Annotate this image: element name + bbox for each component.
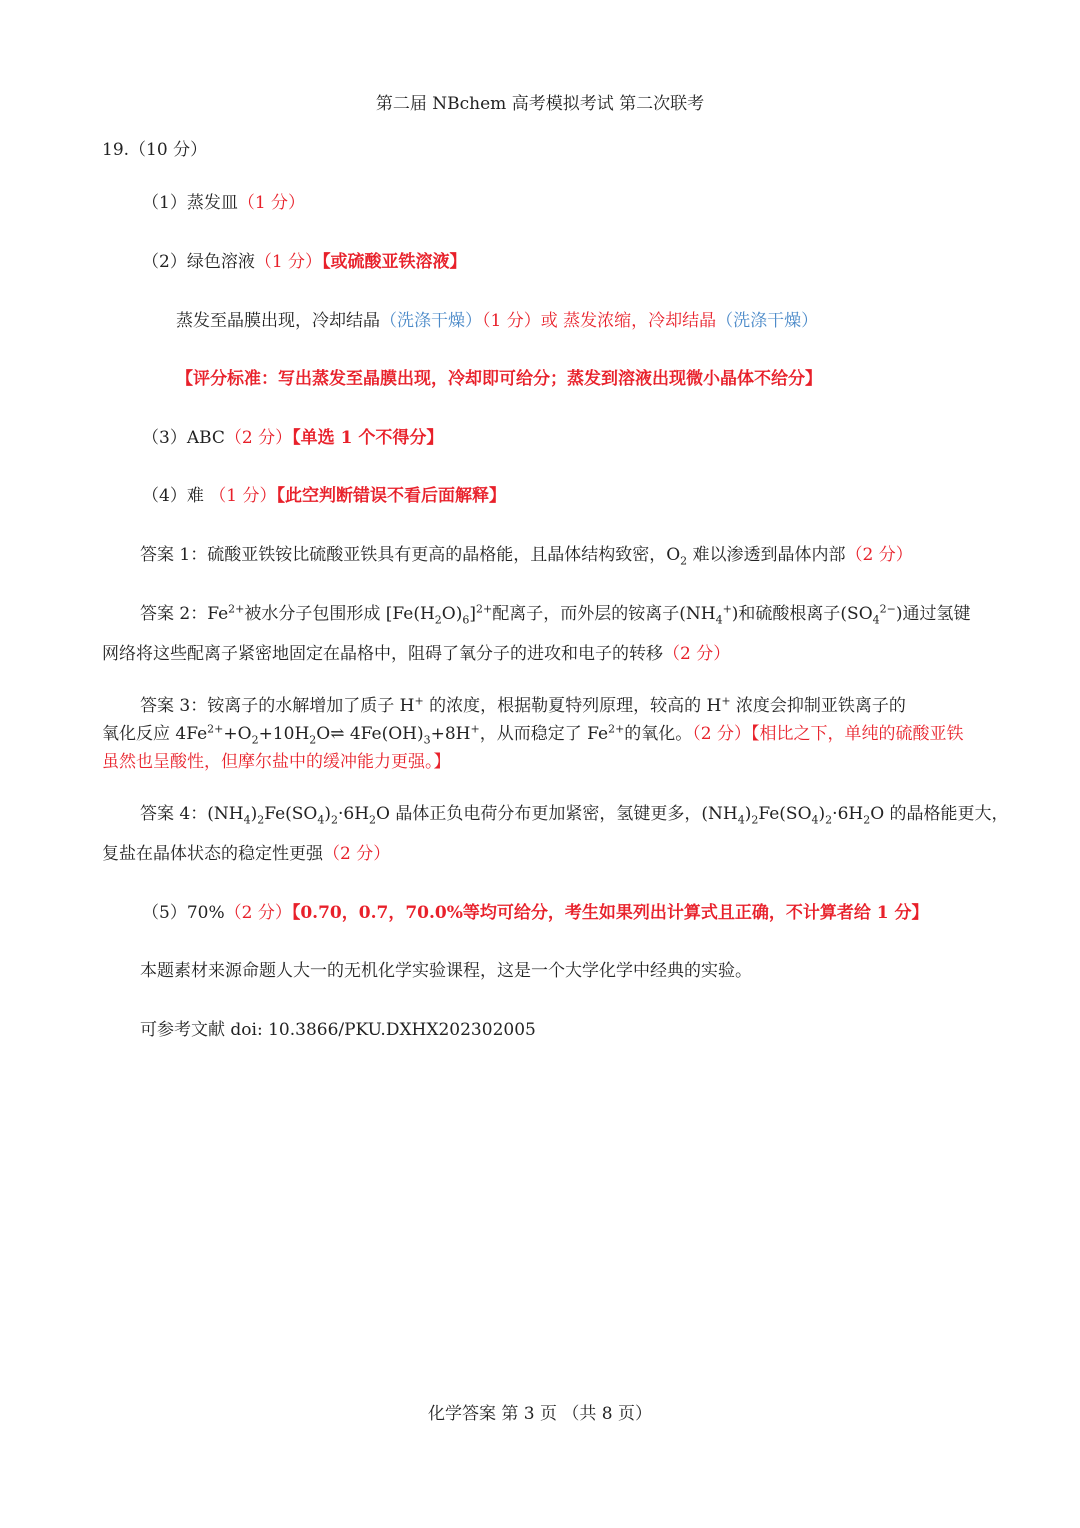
answer-2-line2-text: 网络将这些配离子紧密地固定在晶格中，阻碍了氧分子的进攻和电子的转移: [102, 644, 663, 664]
answer-2-t3: O): [441, 604, 463, 624]
reference: [140, 1018, 536, 1042]
answer-1: [140, 543, 913, 567]
part-3-score: （2 分）: [224, 428, 293, 448]
answer-2-sup3: +: [722, 602, 732, 616]
answer-2-score: （2 分）: [663, 644, 731, 664]
answer-3-sup2: +: [721, 694, 731, 708]
answer-3-l2b: +O: [223, 724, 252, 744]
answer-2-sup1: 2+: [228, 602, 245, 616]
answer-3-l2sup2: +: [470, 722, 480, 736]
answer-4-t9: ): [818, 804, 826, 824]
answer-2-t5: 配离子，而外层的铵离子(NH: [492, 604, 716, 624]
answer-2-sub4: 4: [872, 613, 880, 627]
answer-3-l2a: 氧化反应 4Fe: [102, 724, 208, 744]
answer-3-l2e: +8H: [430, 724, 471, 744]
answer-4-t1: 答案 4：(NH: [140, 804, 244, 824]
part-5: [142, 901, 929, 925]
part-2-procedure: [176, 309, 818, 333]
answer-2-t1: 答案 2：Fe: [140, 604, 229, 624]
answer-3-l2sup3: 2+: [608, 722, 625, 736]
answer-4-t10: ·6H: [832, 804, 864, 824]
source-note: 本题素材来源命题人大一的无机化学实验课程，这是一个大学化学中经典的实验。: [140, 961, 752, 981]
answer-3-sup1: +: [414, 694, 424, 708]
answer-4-s9: 2: [825, 813, 833, 827]
procedure-b: 蒸发浓缩，冷却结晶: [563, 311, 717, 331]
part-5-answer: （5）70%: [142, 903, 225, 923]
part-1: [142, 191, 305, 215]
answer-3-l2c: +10H: [258, 724, 310, 744]
answer-2-line-1: [140, 602, 971, 626]
answer-4-s7: 2: [751, 813, 759, 827]
part-2-score: （1 分）: [254, 252, 323, 272]
answer-3-line-2: [102, 722, 964, 746]
answer-4-s6: 4: [737, 813, 745, 827]
answer-2-t4: ]: [469, 604, 477, 624]
part-3-answer: （3）ABC: [142, 428, 225, 448]
answer-4-s3: 4: [317, 813, 325, 827]
answer-4-line-2: [102, 842, 390, 866]
answer-1-sub: 2: [680, 554, 688, 568]
answer-2-t2: 被水分子包围形成 [Fe(H: [244, 604, 435, 624]
answer-4-t3: Fe(SO: [264, 804, 318, 824]
question-number: 19.: [102, 140, 130, 160]
answer-4-s4: 2: [331, 813, 338, 827]
procedure-score: （1 分）或: [482, 311, 558, 331]
procedure-a-wash: （洗涤干燥）: [380, 311, 482, 331]
answer-2-sub2: 6: [462, 613, 470, 627]
answer-4-s10: 2: [863, 813, 871, 827]
answer-3-l2f: ，从而稳定了 Fe: [479, 724, 609, 744]
answer-3-line-3: 虽然也呈酸性，但摩尔盐中的缓冲能力更强。】: [102, 752, 451, 772]
answer-4-s5: 2: [369, 813, 377, 827]
part-2: [142, 250, 467, 274]
reference-label: 可参考文献 doi:: [140, 1020, 269, 1040]
part-2-note: 【或硫酸亚铁溶液】: [322, 252, 467, 272]
answer-3-l2sub1: 2: [251, 733, 259, 747]
answer-3-l2sup1: 2+: [207, 722, 224, 736]
question-heading: [102, 138, 207, 162]
answer-3-note-a: 【相比之下，单纯的硫酸亚铁: [751, 724, 964, 744]
procedure-a: 蒸发至晶膜出现，冷却结晶: [176, 311, 380, 331]
answer-1-rest: 难以渗透到晶体内部: [687, 545, 846, 565]
answer-2-sup4: 2−: [879, 602, 896, 616]
part-5-score: （2 分）: [224, 903, 292, 923]
answer-3-t2: 的浓度，根据勒夏特列原理，较高的 H: [423, 696, 722, 716]
answer-4-t6: O 晶体正负电荷分布更加紧密，氢键更多，(NH: [376, 804, 738, 824]
page-title: 第二届 NBchem 高考模拟考试 第二次联考: [375, 94, 705, 114]
answer-1-text: 答案 1：硫酸亚铁铵比硫酸亚铁具有更高的晶格能，且晶体结构致密，O: [140, 545, 681, 565]
answer-4-t11: O 的晶格能更大，: [870, 804, 1009, 824]
answer-2-sub1: 2: [434, 613, 442, 627]
answer-4-t5: ·6H: [338, 804, 370, 824]
part-5-note: 【0.70，0.7，70.0%等均可给分，考生如果列出计算式且正确，不计算者给 1 分】: [291, 903, 929, 923]
part-4-answer: （4）难: [142, 486, 204, 506]
answer-3-t3: 浓度会抑制亚铁离子的: [730, 696, 906, 716]
answer-3-l2g: 的氧化。: [624, 724, 693, 744]
answer-3-l2sub2: 2: [309, 733, 317, 747]
part-1-answer: （1）蒸发皿: [142, 193, 238, 213]
answer-2-sup2: 2+: [476, 602, 493, 616]
part-3: [142, 426, 443, 450]
answer-4-s1: 4: [243, 813, 251, 827]
answer-4-line2-text: 复盐在晶体状态的稳定性更强: [102, 844, 323, 864]
answer-3-l2d: O⇌ 4Fe(OH): [316, 724, 424, 744]
answer-4-s8: 4: [811, 813, 819, 827]
answer-2-line-2: [102, 642, 730, 666]
answer-1-score: （2 分）: [845, 545, 913, 565]
answer-4-line-1: [140, 802, 1009, 826]
answer-3-score: （2 分）: [692, 724, 752, 744]
reference-doi: 10.3866/PKU.DXHX202302005: [268, 1020, 536, 1040]
answer-3-l2sub3: 3: [423, 733, 431, 747]
answer-4-s2: 2: [257, 813, 265, 827]
answer-4-t7: ): [744, 804, 752, 824]
grading-criteria: 【评分标准：写出蒸发至晶膜出现，冷却即可给分；蒸发到溶液出现微小晶体不给分】: [176, 369, 822, 389]
answer-3-t1: 答案 3：铵离子的水解增加了质子 H: [140, 696, 415, 716]
part-4-score: （1 分）: [209, 486, 277, 506]
answer-2-t6: )和硫酸根离子(SO: [731, 604, 873, 624]
procedure-b-wash: （洗涤干燥）: [716, 311, 819, 331]
answer-4-t2: ): [250, 804, 258, 824]
part-4-note: 【此空判断错误不看后面解释】: [276, 486, 506, 506]
answer-4-t4: ): [324, 804, 331, 824]
answer-4-score: （2 分）: [323, 844, 391, 864]
answer-2-t7: )通过氢键: [895, 604, 971, 624]
question-points: （10 分）: [129, 140, 208, 160]
answer-2-sub3: 4: [715, 613, 723, 627]
answer-3-line-1: [140, 694, 906, 718]
part-3-note: 【单选 1 个不得分】: [292, 428, 444, 448]
part-4: [142, 484, 506, 508]
part-1-score: （1 分）: [237, 193, 306, 213]
answer-4-t8: Fe(SO: [758, 804, 812, 824]
page-footer: 化学答案 第 3 页 （共 8 页）: [427, 1404, 653, 1424]
part-2-answer: （2）绿色溶液: [142, 252, 255, 272]
